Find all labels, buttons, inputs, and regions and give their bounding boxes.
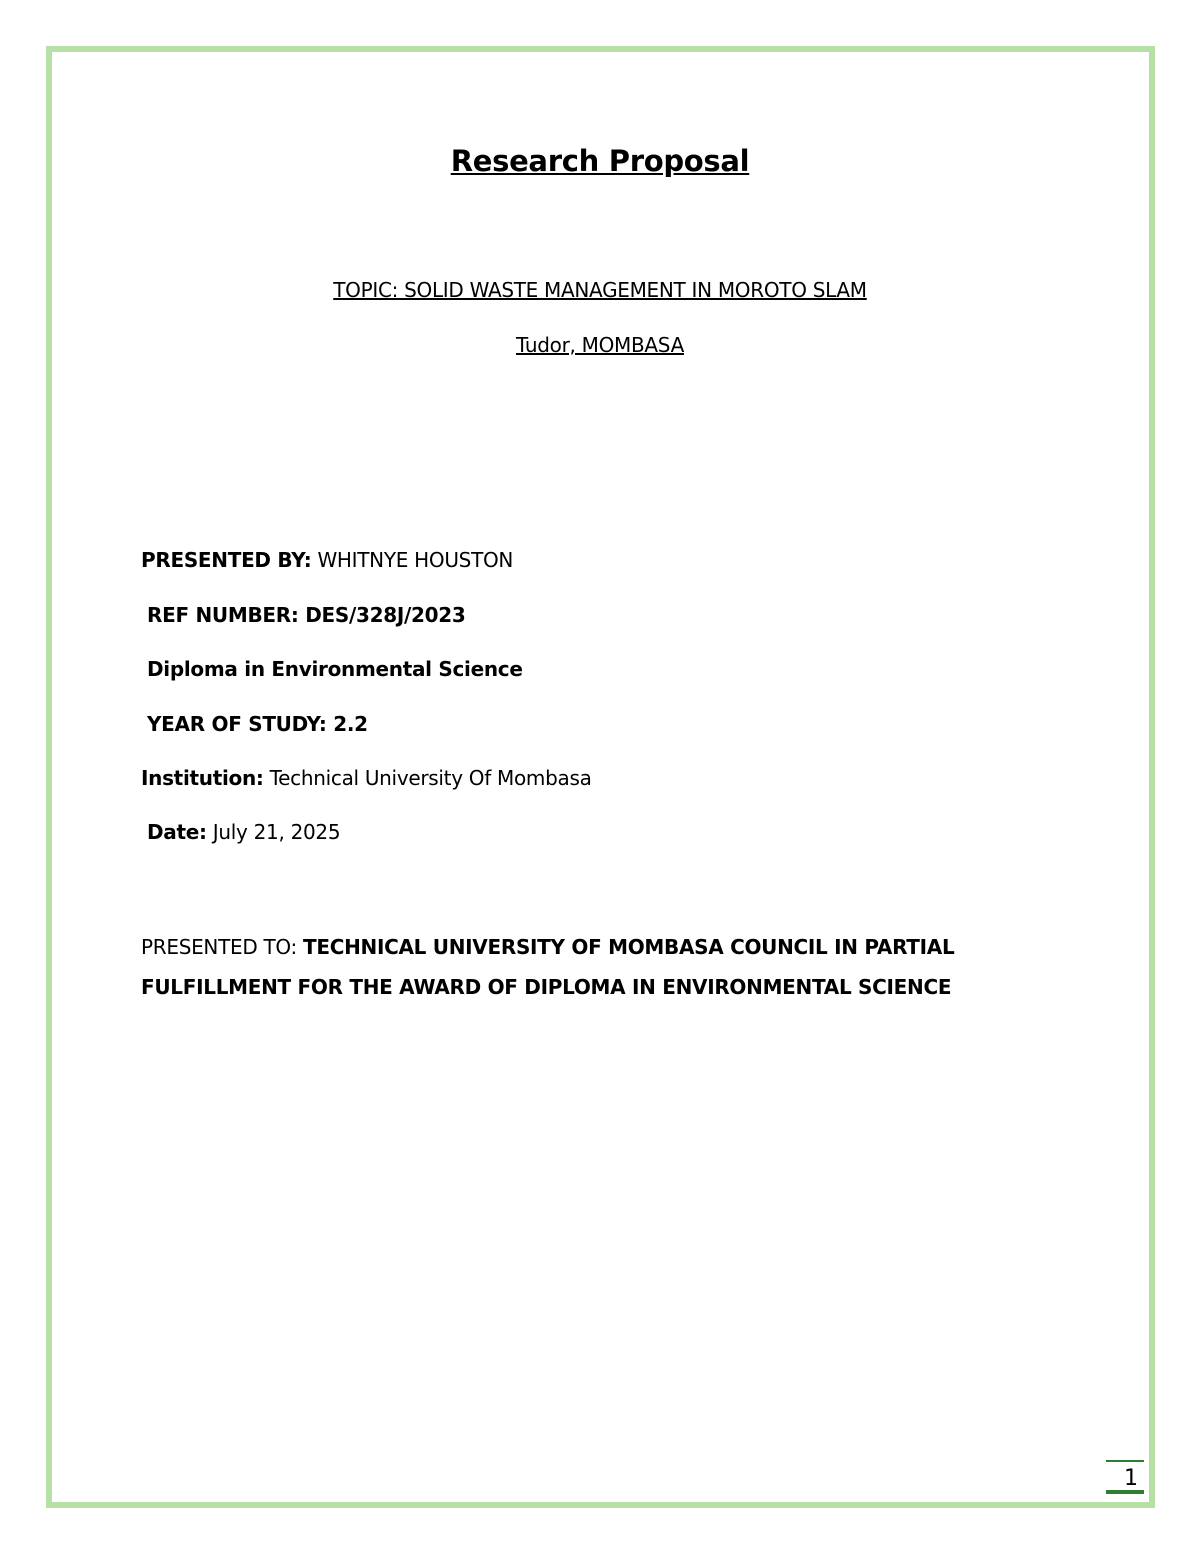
date-label: Date:: [147, 820, 207, 844]
presented-to-paragraph: [141, 927, 1041, 1007]
page-number: 1: [1106, 1460, 1144, 1494]
programme-line: Diploma in Environmental Science: [147, 657, 523, 681]
presented-by-label: PRESENTED BY:: [141, 548, 312, 572]
location-line: Tudor, MOMBASA: [516, 333, 684, 357]
date-value: July 21, 2025: [206, 820, 341, 844]
presented-to-value: TECHNICAL UNIVERSITY OF MOMBASA COUNCIL IN PARTIAL FULFILLMENT FOR THE AWARD OF DIPLOMA IN ENVIRONMENTAL SCIENCE: [141, 935, 955, 999]
document-title: Research Proposal: [450, 144, 750, 178]
presented-by-value: WHITNYE HOUSTON: [311, 548, 514, 572]
year-of-study-line: YEAR OF STUDY: 2.2: [147, 712, 368, 736]
institution-line: [141, 766, 592, 790]
topic-line: TOPIC: SOLID WASTE MANAGEMENT IN MOROTO SLAM: [333, 278, 867, 302]
institution-value: Technical University Of Mombasa: [263, 766, 592, 790]
presented-to-label: PRESENTED TO:: [141, 935, 304, 959]
institution-label: Institution:: [141, 766, 264, 790]
date-line: [147, 820, 340, 844]
ref-number-line: REF NUMBER: DES/328J/2023: [147, 603, 466, 627]
presented-by-line: [141, 548, 513, 572]
